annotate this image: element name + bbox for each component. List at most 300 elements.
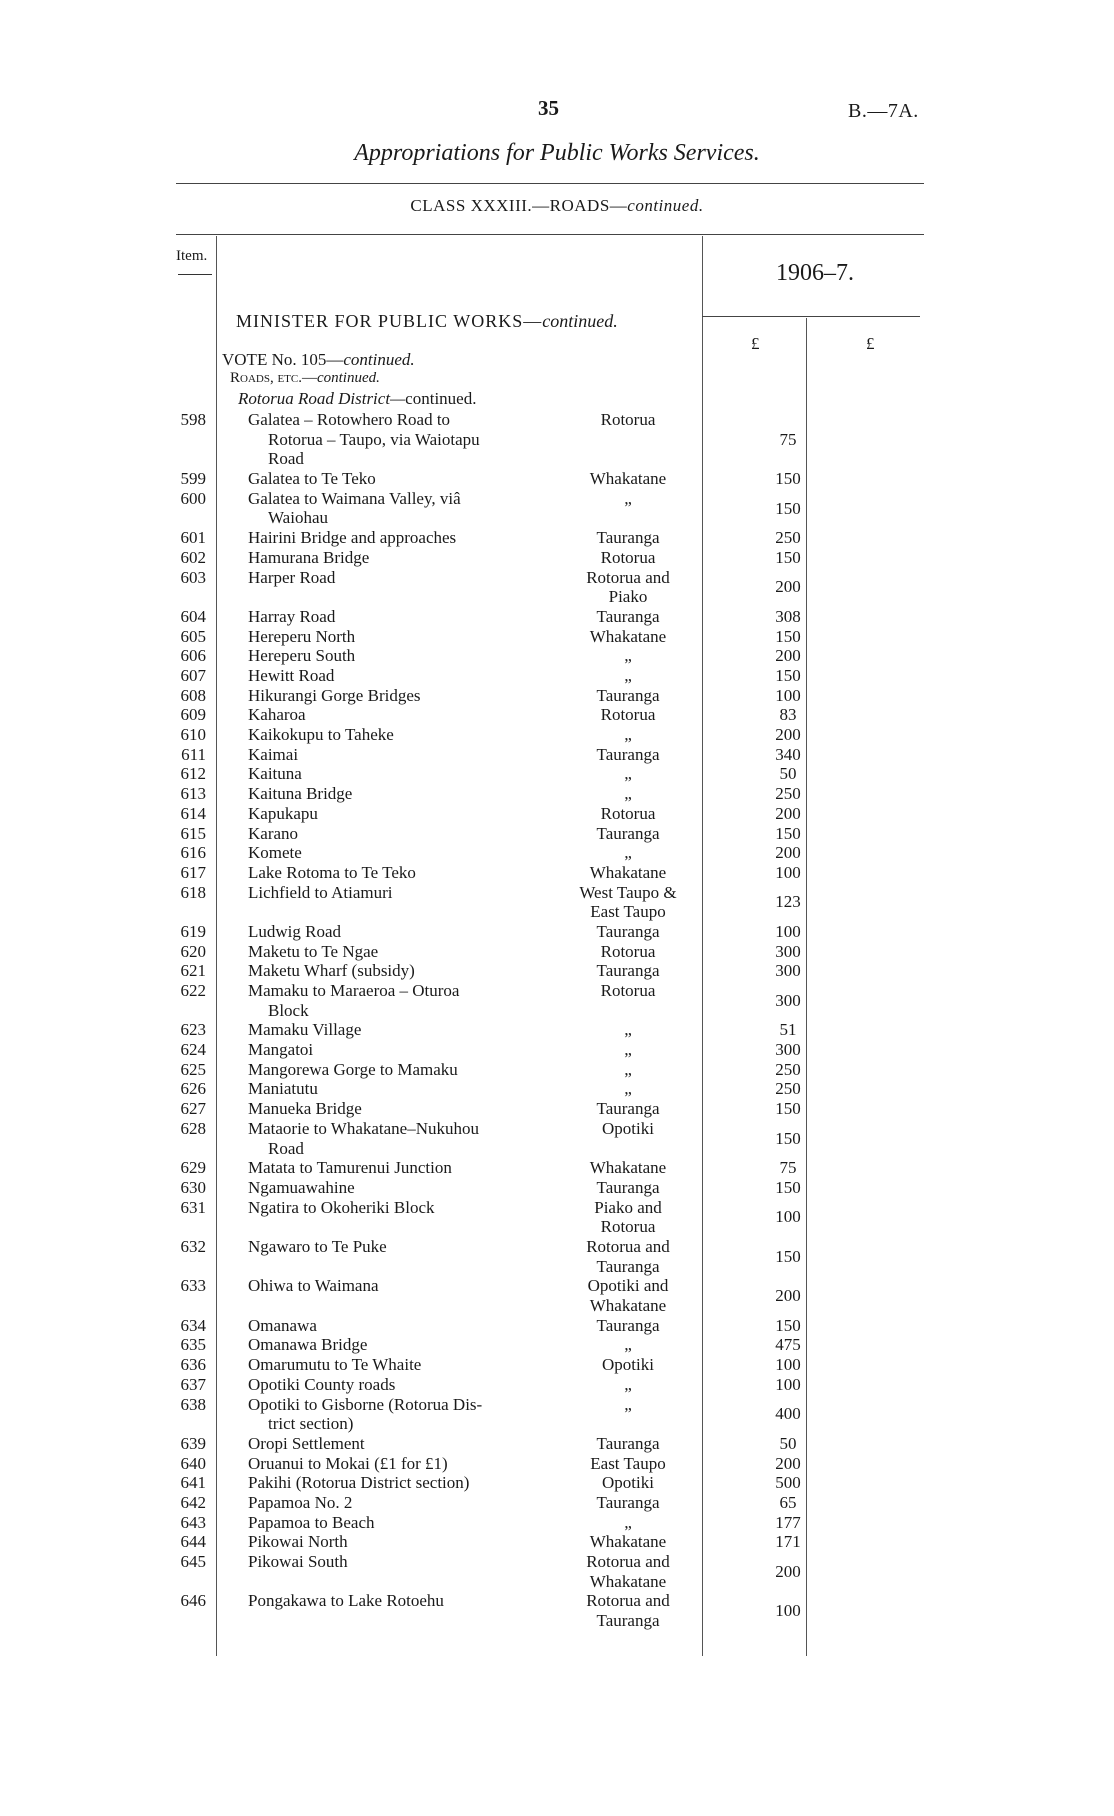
district-name bbox=[563, 863, 693, 883]
table-row bbox=[0, 961, 1114, 981]
road-name bbox=[248, 1276, 566, 1296]
district-name-line: „ bbox=[624, 764, 632, 784]
table-row bbox=[0, 981, 1114, 1020]
road-name bbox=[248, 1040, 566, 1060]
road-name bbox=[248, 961, 566, 981]
amount: 65 bbox=[779, 1492, 797, 1512]
amount: 200 bbox=[775, 1453, 801, 1473]
district-name bbox=[563, 1198, 693, 1237]
table-row bbox=[0, 764, 1114, 784]
item-number: 604 bbox=[180, 606, 206, 626]
page-number: 35 bbox=[538, 96, 559, 120]
district-name bbox=[563, 745, 693, 765]
item-header-underline bbox=[178, 274, 212, 275]
district-name bbox=[563, 1099, 693, 1119]
table-row bbox=[0, 1395, 1114, 1434]
district-name-line: Whakatane bbox=[589, 469, 667, 489]
road-name-line: Kapukapu bbox=[248, 803, 318, 823]
district-name bbox=[563, 705, 693, 725]
district-name-line: Tauranga bbox=[596, 1315, 660, 1335]
item-number: 629 bbox=[180, 1158, 206, 1178]
table-row bbox=[0, 863, 1114, 883]
table-row bbox=[0, 1513, 1114, 1533]
table-row bbox=[0, 824, 1114, 844]
year-rule bbox=[702, 316, 920, 317]
road-name bbox=[248, 784, 566, 804]
district-name-line: Tauranga bbox=[596, 1433, 660, 1453]
amount: 50 bbox=[779, 764, 797, 784]
road-name bbox=[248, 1020, 566, 1040]
class-heading-main: CLASS XXXIII.—ROADS— bbox=[410, 196, 628, 215]
road-name bbox=[248, 942, 566, 962]
district-name-line: „ bbox=[624, 1020, 632, 1040]
district-name-line: Opotiki bbox=[602, 1355, 654, 1375]
road-name-line: Harper Road bbox=[248, 567, 336, 587]
item-number: 628 bbox=[180, 1118, 206, 1138]
road-name-line: Hikurangi Gorge Bridges bbox=[248, 685, 421, 705]
district-name-line: „ bbox=[624, 488, 632, 508]
road-name-line: Mangatoi bbox=[248, 1040, 314, 1060]
table-row bbox=[0, 705, 1114, 725]
amount: 200 bbox=[775, 646, 801, 666]
road-name bbox=[248, 883, 566, 903]
table-row bbox=[0, 1020, 1114, 1040]
district-name bbox=[563, 1119, 693, 1139]
district-name bbox=[563, 1178, 693, 1198]
road-name-line: Hairini Bridge and approaches bbox=[248, 528, 457, 548]
class-heading-continued: continued. bbox=[627, 196, 704, 215]
district-name bbox=[563, 1316, 693, 1336]
district-heading-continued: continued. bbox=[405, 389, 477, 408]
amount: 250 bbox=[775, 528, 801, 548]
item-number: 634 bbox=[180, 1315, 206, 1335]
road-name-line: Ohiwa to Waimana bbox=[248, 1276, 379, 1296]
table-row bbox=[0, 1532, 1114, 1552]
district-name bbox=[563, 627, 693, 647]
district-name-line: Opotiki and bbox=[587, 1276, 669, 1296]
district-name-line: Tauranga bbox=[596, 1177, 660, 1197]
district-name-line: Rotorua bbox=[600, 981, 656, 1001]
district-name bbox=[563, 1552, 693, 1591]
table-row bbox=[0, 666, 1114, 686]
item-number: 620 bbox=[180, 941, 206, 961]
amount: 300 bbox=[775, 961, 801, 981]
amount: 300 bbox=[775, 1040, 801, 1060]
amount: 200 bbox=[775, 725, 801, 745]
page-title: Appropriations for Public Works Services. bbox=[354, 140, 760, 166]
road-name bbox=[248, 1119, 566, 1158]
road-name bbox=[248, 1316, 566, 1336]
district-name bbox=[563, 1335, 693, 1355]
amount: 475 bbox=[775, 1335, 801, 1355]
item-number: 602 bbox=[180, 547, 206, 567]
district-heading bbox=[238, 389, 476, 409]
road-name-line: Hamurana Bridge bbox=[248, 547, 370, 567]
minister-heading bbox=[236, 311, 618, 332]
item-number: 601 bbox=[180, 528, 206, 548]
table-row bbox=[0, 745, 1114, 765]
district-name-line: „ bbox=[624, 843, 632, 863]
district-name-line: Opotiki bbox=[602, 1473, 654, 1493]
district-name bbox=[563, 548, 693, 568]
district-name bbox=[563, 942, 693, 962]
amount: 200 bbox=[775, 843, 801, 863]
district-name-line: Tauranga bbox=[596, 685, 660, 705]
road-name bbox=[248, 725, 566, 745]
district-name bbox=[563, 1040, 693, 1060]
item-number: 616 bbox=[180, 843, 206, 863]
road-name-line: Road bbox=[268, 449, 304, 469]
road-name-line: Hewitt Road bbox=[248, 666, 335, 685]
road-name bbox=[248, 1375, 566, 1395]
road-name-line: Harray Road bbox=[248, 606, 336, 626]
item-number: 608 bbox=[180, 685, 206, 705]
roads-heading bbox=[230, 370, 380, 387]
item-number: 646 bbox=[180, 1591, 206, 1611]
road-name bbox=[248, 666, 566, 686]
road-name bbox=[248, 469, 566, 489]
district-name-line: Tauranga bbox=[596, 1099, 660, 1119]
district-name-line: Tauranga bbox=[596, 606, 660, 626]
item-number: 626 bbox=[180, 1079, 206, 1099]
district-name-line: Tauranga bbox=[596, 744, 660, 764]
road-name bbox=[248, 863, 566, 883]
title-rule bbox=[176, 183, 924, 184]
district-name-line: Piako and bbox=[594, 1197, 662, 1217]
table-row bbox=[0, 686, 1114, 706]
item-number: 617 bbox=[180, 862, 206, 882]
amount: 150 bbox=[775, 1246, 801, 1266]
amount: 150 bbox=[775, 1099, 801, 1119]
district-name-line: Piako bbox=[608, 587, 648, 607]
road-name-line: Kaharoa bbox=[248, 705, 306, 725]
road-name-line: Opotiki County roads bbox=[248, 1374, 396, 1394]
amount: 123 bbox=[775, 892, 801, 912]
amount: 100 bbox=[775, 1601, 801, 1621]
year-column-header: 1906–7. bbox=[776, 260, 854, 286]
item-number: 609 bbox=[180, 705, 206, 725]
district-name-line: Rotorua bbox=[600, 1217, 656, 1237]
roads-heading-main: Roads, etc.— bbox=[230, 370, 317, 386]
item-number: 614 bbox=[180, 803, 206, 823]
district-name bbox=[563, 961, 693, 981]
district-name-line: „ bbox=[624, 725, 632, 745]
road-name-line: Mamaku Village bbox=[248, 1020, 362, 1040]
header-rule bbox=[176, 234, 924, 235]
road-name bbox=[248, 568, 566, 588]
table-row bbox=[0, 1276, 1114, 1315]
road-name-line: Kaituna bbox=[248, 764, 302, 784]
pound-column-header-1: £ bbox=[751, 334, 760, 353]
district-name bbox=[563, 607, 693, 627]
road-name-line: Pikowai South bbox=[248, 1552, 348, 1572]
amount: 200 bbox=[775, 1561, 801, 1581]
district-name bbox=[563, 528, 693, 548]
road-name-line: trict section) bbox=[268, 1414, 354, 1434]
road-name bbox=[248, 705, 566, 725]
district-name-line: Whakatane bbox=[589, 1532, 667, 1552]
district-name bbox=[563, 489, 693, 509]
amount: 150 bbox=[775, 469, 801, 489]
item-number: 606 bbox=[180, 646, 206, 666]
district-name-line: Rotorua and bbox=[586, 1552, 670, 1572]
district-name bbox=[563, 1513, 693, 1533]
vote-heading bbox=[222, 350, 415, 370]
district-name-line: „ bbox=[624, 784, 632, 804]
amount: 100 bbox=[775, 862, 801, 882]
district-name-line: Whakatane bbox=[589, 1158, 667, 1178]
amount: 83 bbox=[779, 705, 797, 725]
district-name bbox=[563, 568, 693, 607]
item-number: 612 bbox=[180, 764, 206, 784]
district-name-line: Rotorua and bbox=[586, 1237, 670, 1256]
road-name-line: Mamaku to Maraeroa – Oturoa bbox=[248, 981, 460, 1001]
item-number: 618 bbox=[180, 882, 206, 902]
item-number: 600 bbox=[180, 488, 206, 508]
road-name-line: Kaikokupu to Taheke bbox=[248, 725, 394, 745]
road-name-line: Galatea to Te Teko bbox=[248, 469, 376, 489]
road-name-line: Pikowai North bbox=[248, 1532, 348, 1552]
table-row bbox=[0, 1493, 1114, 1513]
item-number: 633 bbox=[180, 1276, 206, 1296]
amount: 75 bbox=[779, 429, 797, 449]
table-row bbox=[0, 1434, 1114, 1454]
amount: 100 bbox=[775, 1374, 801, 1394]
road-name-line: Hereperu South bbox=[248, 646, 356, 666]
table-row bbox=[0, 627, 1114, 647]
road-name bbox=[248, 1395, 566, 1434]
amount: 300 bbox=[775, 941, 801, 961]
item-number: 607 bbox=[180, 666, 206, 685]
district-name bbox=[563, 1355, 693, 1375]
amount: 150 bbox=[775, 823, 801, 843]
district-name-line: Rotorua bbox=[600, 547, 656, 567]
district-name bbox=[563, 410, 693, 430]
road-name bbox=[248, 1454, 566, 1474]
road-name-line: Ludwig Road bbox=[248, 921, 342, 941]
road-name bbox=[248, 686, 566, 706]
district-name-line: East Taupo bbox=[590, 902, 666, 922]
class-heading bbox=[0, 196, 1114, 216]
roads-heading-continued: continued. bbox=[316, 370, 380, 386]
table-row bbox=[0, 1473, 1114, 1493]
district-name bbox=[563, 1375, 693, 1395]
district-name bbox=[563, 981, 693, 1001]
table-row bbox=[0, 1060, 1114, 1080]
district-name-line: Rotorua and bbox=[586, 567, 670, 587]
item-number: 610 bbox=[180, 725, 206, 745]
minister-heading-main: MINISTER FOR PUBLIC WORKS— bbox=[236, 311, 543, 331]
road-name bbox=[248, 1335, 566, 1355]
table-row bbox=[0, 410, 1114, 469]
district-name-line: „ bbox=[624, 646, 632, 666]
road-name-line: Ngatira to Okoheriki Block bbox=[248, 1197, 435, 1217]
item-number: 603 bbox=[180, 567, 206, 587]
item-number: 635 bbox=[180, 1335, 206, 1355]
district-name-line: Tauranga bbox=[596, 528, 660, 548]
road-name-line: Papamoa to Beach bbox=[248, 1512, 375, 1532]
road-name-line: Kaituna Bridge bbox=[248, 784, 353, 804]
item-number: 637 bbox=[180, 1374, 206, 1394]
item-number: 624 bbox=[180, 1040, 206, 1060]
road-name-line: Ngamuawahine bbox=[248, 1177, 355, 1197]
road-name bbox=[248, 824, 566, 844]
district-name-line: „ bbox=[624, 1394, 632, 1414]
minister-heading-continued: continued. bbox=[542, 311, 618, 331]
table-row bbox=[0, 1355, 1114, 1375]
amount: 150 bbox=[775, 1128, 801, 1148]
road-name-line: Opotiki to Gisborne (Rotorua Dis- bbox=[248, 1394, 483, 1414]
road-name-line: Omarumutu to Te Whaite bbox=[248, 1355, 422, 1375]
district-name bbox=[563, 1454, 693, 1474]
road-name bbox=[248, 607, 566, 627]
amount: 200 bbox=[775, 1286, 801, 1306]
road-name-line: Mangorewa Gorge to Mamaku bbox=[248, 1059, 458, 1079]
district-name-line: „ bbox=[624, 1059, 632, 1079]
item-number: 642 bbox=[180, 1492, 206, 1512]
item-column-header: Item. bbox=[176, 248, 208, 264]
district-name bbox=[563, 686, 693, 706]
road-name bbox=[248, 1532, 566, 1552]
road-name bbox=[248, 1198, 566, 1218]
road-name bbox=[248, 528, 566, 548]
district-name bbox=[563, 725, 693, 745]
district-name bbox=[563, 1158, 693, 1178]
district-name-line: Tauranga bbox=[596, 1256, 660, 1276]
table-row bbox=[0, 646, 1114, 666]
road-name bbox=[248, 410, 566, 469]
district-name bbox=[563, 1237, 693, 1276]
district-name bbox=[563, 1532, 693, 1552]
amount: 150 bbox=[775, 498, 801, 518]
table-row bbox=[0, 1099, 1114, 1119]
road-name-line: Mataorie to Whakatane–Nukuhou bbox=[248, 1118, 480, 1138]
table-row bbox=[0, 568, 1114, 607]
amount: 51 bbox=[779, 1020, 797, 1040]
table-row bbox=[0, 843, 1114, 863]
district-name-line: Tauranga bbox=[596, 823, 660, 843]
road-name bbox=[248, 981, 566, 1020]
district-name-line: Tauranga bbox=[596, 1611, 660, 1631]
district-name-line: „ bbox=[624, 1512, 632, 1532]
item-number: 627 bbox=[180, 1099, 206, 1119]
road-name bbox=[248, 1099, 566, 1119]
table-row bbox=[0, 1316, 1114, 1336]
table-row bbox=[0, 528, 1114, 548]
district-name bbox=[563, 784, 693, 804]
item-number: 631 bbox=[180, 1197, 206, 1217]
table-row bbox=[0, 804, 1114, 824]
road-name-line: Karano bbox=[248, 823, 299, 843]
amount: 100 bbox=[775, 1355, 801, 1375]
district-name-line: East Taupo bbox=[590, 1453, 666, 1473]
district-name-line: „ bbox=[624, 1374, 632, 1394]
item-number: 621 bbox=[180, 961, 206, 981]
road-name-line: Pakihi (Rotorua District section) bbox=[248, 1473, 470, 1493]
item-number: 636 bbox=[180, 1355, 206, 1375]
road-name bbox=[248, 1434, 566, 1454]
road-name bbox=[248, 1060, 566, 1080]
road-name bbox=[248, 548, 566, 568]
amount: 150 bbox=[775, 1315, 801, 1335]
item-number: 643 bbox=[180, 1512, 206, 1532]
item-number: 630 bbox=[180, 1177, 206, 1197]
road-name bbox=[248, 1473, 566, 1493]
road-name-line: Papamoa No. 2 bbox=[248, 1492, 353, 1512]
vote-heading-continued: continued. bbox=[343, 350, 415, 369]
table-row bbox=[0, 883, 1114, 922]
amount: 308 bbox=[775, 606, 801, 626]
table-row bbox=[0, 922, 1114, 942]
table-row bbox=[0, 1237, 1114, 1276]
table-row bbox=[0, 784, 1114, 804]
document-reference: B.—7A. bbox=[848, 100, 919, 122]
district-name bbox=[563, 646, 693, 666]
item-number: 644 bbox=[180, 1532, 206, 1552]
road-name bbox=[248, 1591, 566, 1611]
item-number: 615 bbox=[180, 823, 206, 843]
road-name-line: Galatea – Rotowhero Road to bbox=[248, 410, 451, 429]
road-name-line: Galatea to Waimana Valley, viâ bbox=[248, 488, 461, 508]
district-name bbox=[563, 883, 693, 922]
road-name bbox=[248, 804, 566, 824]
table-row bbox=[0, 1079, 1114, 1099]
district-name-line: Tauranga bbox=[596, 1492, 660, 1512]
road-name-line: Matata to Tamurenui Junction bbox=[248, 1158, 452, 1178]
district-name-line: Rotorua and bbox=[586, 1591, 670, 1611]
district-name bbox=[563, 1395, 693, 1415]
road-name-line: Kaimai bbox=[248, 744, 299, 764]
amount: 177 bbox=[775, 1512, 801, 1532]
road-name-line: Ngawaro to Te Puke bbox=[248, 1237, 387, 1256]
district-name bbox=[563, 843, 693, 863]
amount: 150 bbox=[775, 666, 801, 685]
district-name bbox=[563, 922, 693, 942]
road-name bbox=[248, 627, 566, 647]
amount: 150 bbox=[775, 626, 801, 646]
road-name-line: Road bbox=[268, 1138, 304, 1158]
road-name-line: Komete bbox=[248, 843, 302, 863]
district-name-line: Rotorua bbox=[600, 410, 656, 429]
item-number: 632 bbox=[180, 1237, 206, 1256]
item-number: 611 bbox=[181, 744, 206, 764]
appropriation-table bbox=[0, 410, 1114, 1631]
district-name bbox=[563, 1276, 693, 1315]
table-row bbox=[0, 1335, 1114, 1355]
table-row bbox=[0, 469, 1114, 489]
table-row bbox=[0, 1198, 1114, 1237]
road-name-line: Omanawa bbox=[248, 1315, 317, 1335]
amount: 100 bbox=[775, 685, 801, 705]
table-row bbox=[0, 1178, 1114, 1198]
road-name bbox=[248, 764, 566, 784]
item-number: 598 bbox=[180, 410, 206, 429]
amount: 50 bbox=[779, 1433, 797, 1453]
road-name bbox=[248, 1158, 566, 1178]
road-name bbox=[248, 1552, 566, 1572]
road-name bbox=[248, 1237, 566, 1257]
district-name-line: „ bbox=[624, 1335, 632, 1355]
road-name-line: Lake Rotoma to Te Teko bbox=[248, 862, 416, 882]
amount: 150 bbox=[775, 547, 801, 567]
road-name bbox=[248, 489, 566, 528]
amount: 100 bbox=[775, 921, 801, 941]
district-name bbox=[563, 1434, 693, 1454]
amount: 250 bbox=[775, 784, 801, 804]
amount: 200 bbox=[775, 803, 801, 823]
amount: 250 bbox=[775, 1079, 801, 1099]
road-name-line: Waiohau bbox=[268, 508, 328, 528]
